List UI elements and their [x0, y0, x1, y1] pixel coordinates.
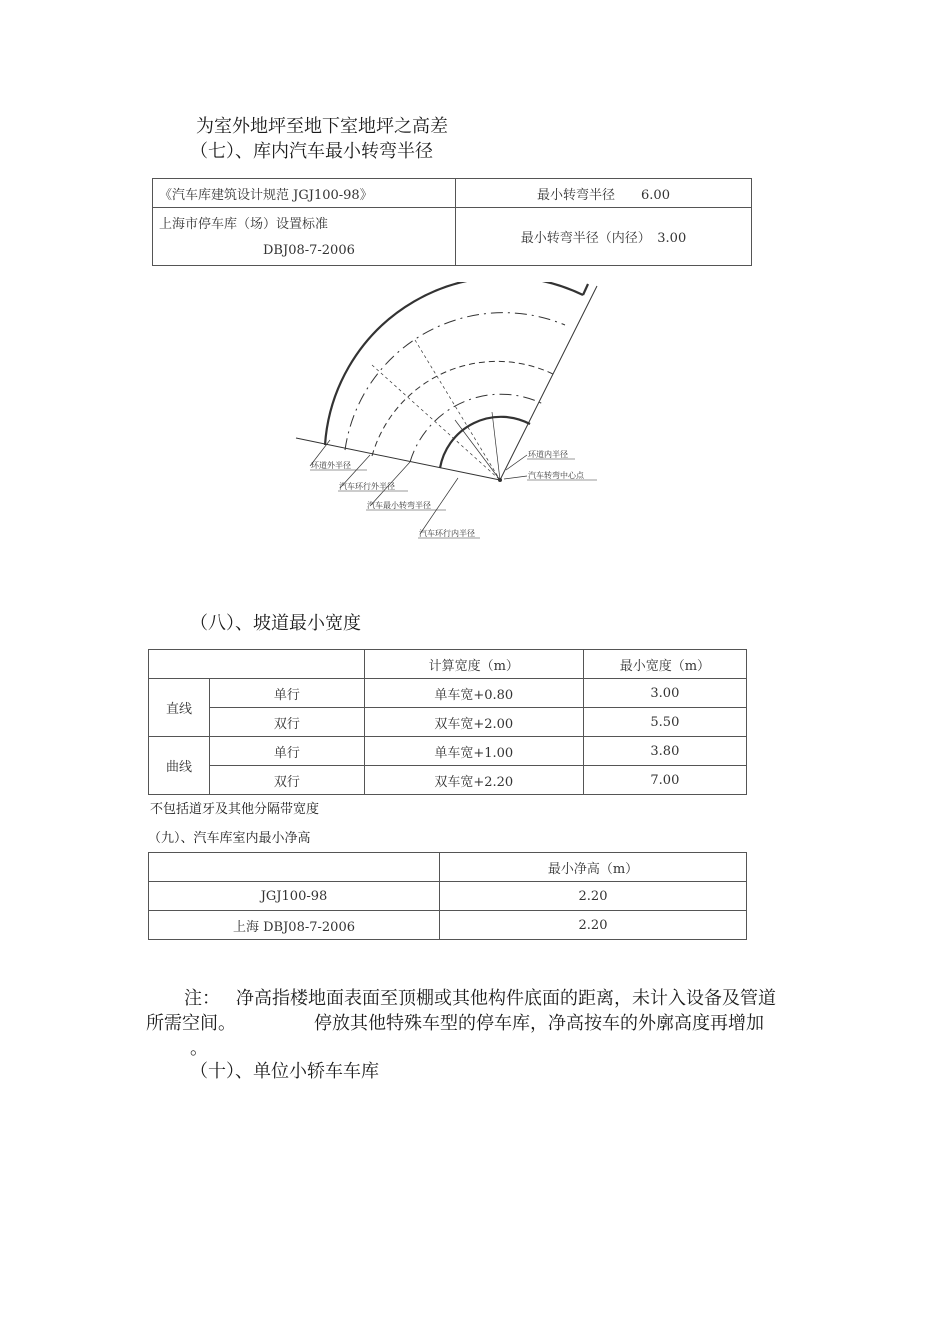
leader-line: [504, 476, 527, 479]
turning-radius-diagram: [290, 282, 610, 544]
diagram-label: 汽车环行内半径: [419, 529, 475, 538]
vehicle-min-radius-arc: [372, 361, 555, 456]
radius-line: [372, 365, 500, 480]
group-cell: 直线: [149, 679, 210, 737]
diagram-label: 汽车转弯中心点: [528, 471, 584, 480]
table-header: 最小宽度（m）: [583, 650, 746, 679]
table-cell: 3.00: [583, 679, 746, 708]
table-row: [149, 679, 747, 708]
diagram-label: 汽车环行外半径: [339, 482, 395, 491]
table-row: [153, 179, 752, 208]
radius-line: [455, 420, 500, 480]
outer-arc-tail: [583, 284, 588, 295]
ramp-width-table: [148, 649, 747, 795]
turning-radius-table: [152, 178, 752, 266]
vehicle-outer-path-arc: [345, 313, 565, 450]
table-cell: 单车宽+1.00: [364, 737, 583, 766]
diagram-label: 环道外半径: [311, 461, 351, 470]
ramp-table-note: 不包括道牙及其他分隔带宽度: [150, 802, 320, 817]
note-line-3: 。: [190, 1038, 208, 1059]
table-header: 计算宽度（m）: [364, 650, 583, 679]
table-cell: 最小转弯半径 6.00: [456, 179, 752, 208]
table-row: [149, 708, 747, 737]
table-cell: 2.20: [440, 911, 747, 940]
table-cell: 双车宽+2.20: [364, 766, 583, 795]
table-cell: JGJ100-98: [149, 882, 440, 911]
table-cell: 最小转弯半径（内径） 3.00: [456, 208, 752, 266]
table-cell: [153, 208, 456, 266]
table-row: [149, 737, 747, 766]
table-cell: 双车宽+2.00: [364, 708, 583, 737]
diagram-label: 汽车最小转弯半径: [367, 501, 431, 510]
group-cell: 曲线: [149, 737, 210, 795]
section-7-heading: （七）、库内汽车最小转弯半径: [190, 141, 433, 162]
note-line-2b: 停放其他特殊车型的停车库，净高按车的外廓高度再增加: [314, 1013, 764, 1034]
turning-center-point: [498, 478, 502, 482]
source-line-1: 上海市停车库（场）设置标准: [159, 216, 329, 232]
section-8-heading: （八）、坡道最小宽度: [190, 613, 361, 634]
note-line-2a: 所需空间。: [146, 1013, 236, 1034]
table-cell: 7.00: [583, 766, 746, 795]
radius-line: [415, 340, 500, 480]
table-cell: 上海 DBJ08-7-2006: [149, 911, 440, 940]
intro-line: 为室外地坪至地下室地坪之高差: [196, 116, 448, 137]
section-9-heading: （九）、汽车库室内最小净高: [148, 831, 311, 846]
table-row: [149, 911, 747, 940]
table-row: [149, 650, 747, 679]
note-label: 注：: [184, 988, 220, 1009]
source-line-2: DBJ08-7-2006: [263, 242, 355, 258]
table-row: [153, 208, 752, 266]
table-row: [149, 882, 747, 911]
diagram-label: 环道内半径: [528, 450, 568, 459]
table-cell: 单车宽+0.80: [364, 679, 583, 708]
table-cell: [149, 650, 365, 679]
table-cell: 双行: [210, 766, 365, 795]
vehicle-inner-path-arc: [410, 394, 545, 462]
table-header: 最小净高（m）: [440, 853, 747, 882]
table-cell: 单行: [210, 679, 365, 708]
outer-ramp-arc: [325, 282, 583, 445]
table-cell: 《汽车库建筑设计规范 JGJ100-98》: [153, 179, 456, 208]
table-cell: 2.20: [440, 882, 747, 911]
table-cell: 单行: [210, 737, 365, 766]
table-cell: [149, 853, 440, 882]
table-row: [149, 853, 747, 882]
table-cell: 3.80: [583, 737, 746, 766]
table-row: [149, 766, 747, 795]
table-cell: 双行: [210, 708, 365, 737]
note-line-1: 净高指楼地面表面至顶棚或其他构件底面的距离，未计入设备及管道: [236, 988, 776, 1009]
clear-height-table: [148, 852, 747, 940]
section-10-heading: （十）、单位小轿车车库: [190, 1061, 379, 1082]
radius-line: [492, 412, 500, 480]
table-cell: 5.50: [583, 708, 746, 737]
